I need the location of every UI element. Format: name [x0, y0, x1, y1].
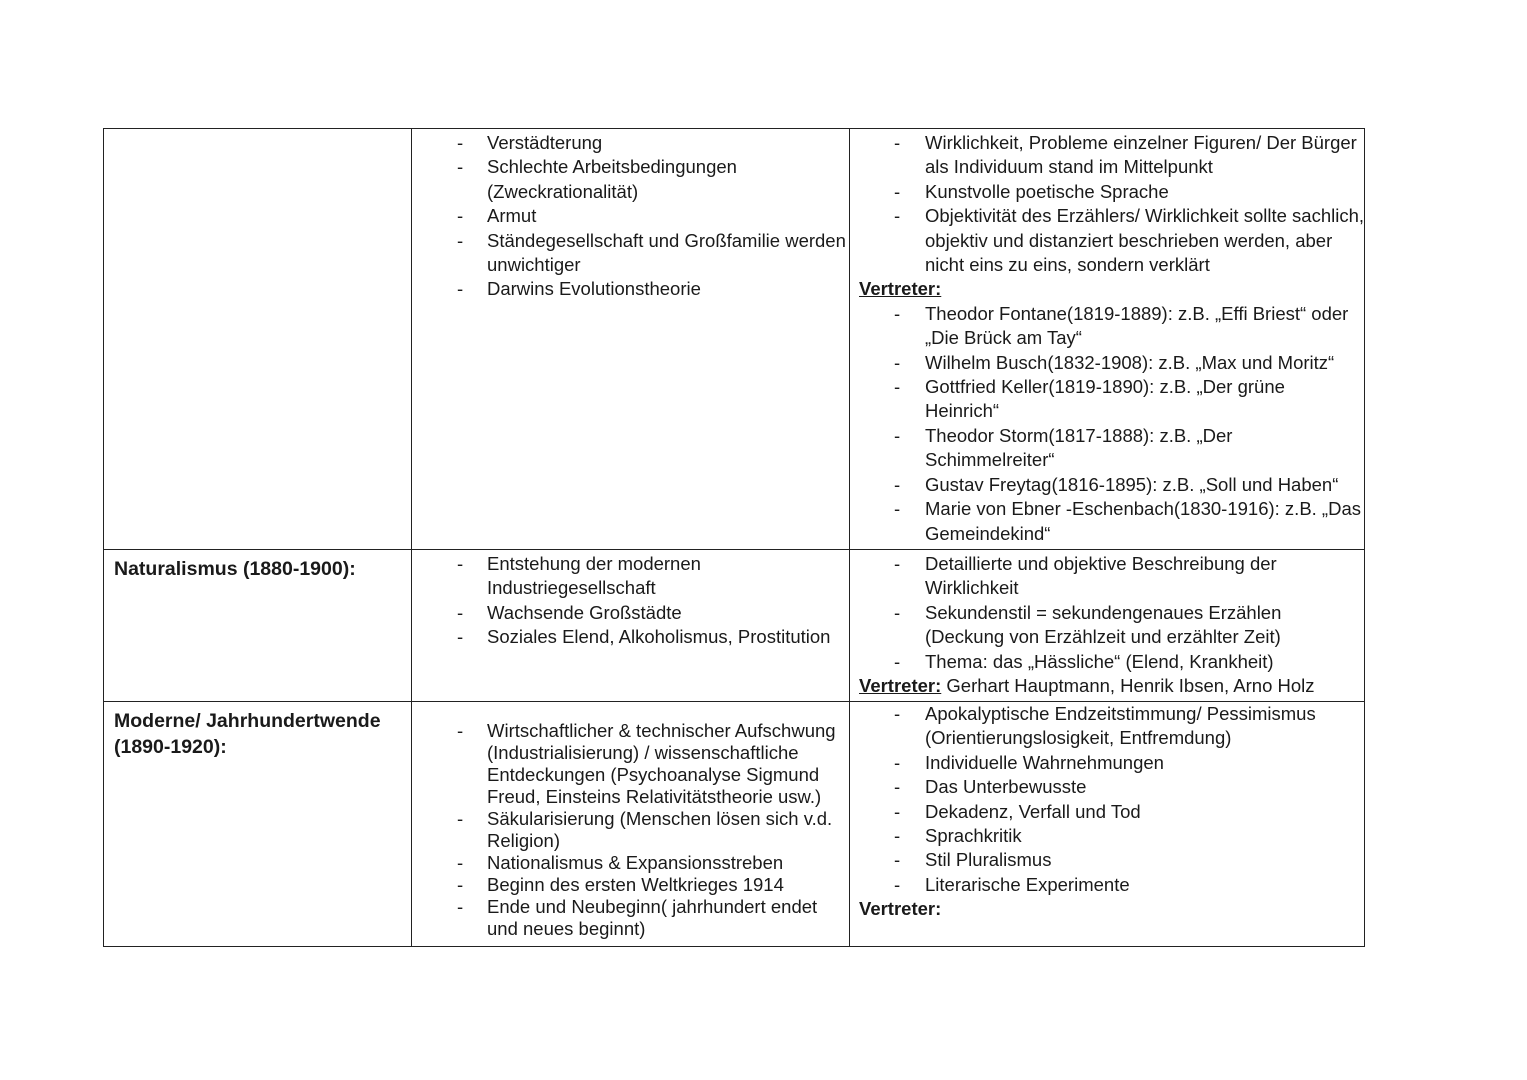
list-item: - Theodor Storm(1817-1888): z.B. „Der Schimmelreiter“	[850, 424, 1364, 473]
list-item: - Beginn des ersten Weltkrieges 1914	[412, 874, 849, 896]
list-item: - Literarische Experimente	[850, 873, 1364, 897]
table-row-moderne	[104, 702, 1365, 947]
list-item: - Nationalismus & Expansionsstreben	[412, 852, 849, 874]
epoch-title-line: (1890-1920):	[114, 736, 227, 758]
background-cell	[412, 129, 850, 550]
list-item: - Gottfried Keller(1819-1890): z.B. „Der grüne Heinrich“	[850, 375, 1364, 424]
epoch-cell-empty	[104, 129, 412, 550]
representatives-label: Vertreter:	[859, 675, 942, 697]
list-item: - Theodor Fontane(1819-1889): z.B. „Effi Briest“ oder „Die Brück am Tay“	[850, 302, 1364, 351]
background-list	[412, 550, 849, 650]
list-item: - Thema: das „Hässliche“ (Elend, Krankheit)	[850, 650, 1364, 674]
list-item: - Darwins Evolutionstheorie	[412, 277, 849, 301]
list-item: - Detaillierte und objektive Beschreibung der Wirklichkeit	[850, 552, 1364, 601]
representatives-names: Gerhart Hauptmann, Henrik Ibsen, Arno Holz	[946, 675, 1315, 697]
list-item: - Wilhelm Busch(1832-1908): z.B. „Max und Moritz“	[850, 351, 1364, 375]
list-item: - Gustav Freytag(1816-1895): z.B. „Soll und Haben“	[850, 473, 1364, 497]
list-item: - Das Unterbewusste	[850, 775, 1364, 799]
list-item: - Kunstvolle poetische Sprache	[850, 180, 1364, 204]
table-row-realismus	[104, 129, 1365, 550]
features-list	[850, 129, 1364, 277]
list-item: - Individuelle Wahrnehmungen	[850, 751, 1364, 775]
list-item: - Marie von Ebner -Eschenbach(1830-1916): z.B. „Das Gemeindekind“	[850, 497, 1364, 546]
features-cell	[850, 129, 1365, 550]
table-row-naturalismus	[104, 550, 1365, 702]
list-item: - Sekundenstil = sekundengenaues Erzählen (Deckung von Erzählzeit und erzählter Zeit)	[850, 601, 1364, 650]
list-item: - Schlechte Arbeitsbedingungen (Zweckrationalität)	[412, 155, 849, 204]
epoch-table-page	[103, 128, 1364, 947]
list-item: - Sprachkritik	[850, 824, 1364, 848]
features-cell	[850, 550, 1365, 702]
list-item: - Soziales Elend, Alkoholismus, Prostitution	[412, 625, 849, 649]
list-item: - Objektivität des Erzählers/ Wirklichkeit sollte sachlich, objektiv und distanziert beschrieben werden, aber nicht eins zu eins, sondern verklärt	[850, 204, 1364, 277]
epoch-table	[103, 128, 1365, 947]
list-item: - Apokalyptische Endzeitstimmung/ Pessimismus (Orientierungslosigkeit, Entfremdung)	[850, 702, 1364, 751]
list-item: - Wachsende Großstädte	[412, 601, 849, 625]
epoch-title	[104, 702, 412, 947]
list-item: - Ständegesellschaft und Großfamilie werden unwichtiger	[412, 229, 849, 278]
background-cell	[412, 702, 850, 947]
background-cell	[412, 550, 850, 702]
features-list	[850, 550, 1364, 674]
list-item: - Wirklichkeit, Probleme einzelner Figuren/ Der Bürger als Individuum stand im Mittelpunkt	[850, 131, 1364, 180]
list-item: - Verstädterung	[412, 131, 849, 155]
list-item: - Ende und Neubeginn( jahrhundert endet und neues beginnt)	[412, 896, 849, 940]
representatives-line	[850, 674, 1364, 698]
epoch-title-line: Moderne/ Jahrhundertwende	[114, 710, 381, 732]
background-list	[412, 702, 849, 940]
representatives-label: Vertreter:	[859, 278, 942, 300]
list-item: - Säkularisierung (Menschen lösen sich v.d. Religion)	[412, 808, 849, 852]
epoch-title: Naturalismus (1880-1900):	[104, 550, 412, 702]
representatives-label: Vertreter:	[859, 898, 942, 920]
representatives-list	[850, 302, 1364, 546]
features-cell	[850, 702, 1365, 947]
features-list	[850, 702, 1364, 897]
list-item: - Wirtschaftlicher & technischer Aufschwung (Industrialisierung) / wissenschaftliche Entdeckungen (Psychoanalyse Sigmund Freud, Einsteins Relativitätstheorie usw.)	[412, 720, 849, 808]
list-item: - Stil Pluralismus	[850, 848, 1364, 872]
list-item: - Dekadenz, Verfall und Tod	[850, 800, 1364, 824]
background-list	[412, 129, 849, 302]
list-item: - Entstehung der modernen Industriegesellschaft	[412, 552, 849, 601]
list-item: - Armut	[412, 204, 849, 228]
